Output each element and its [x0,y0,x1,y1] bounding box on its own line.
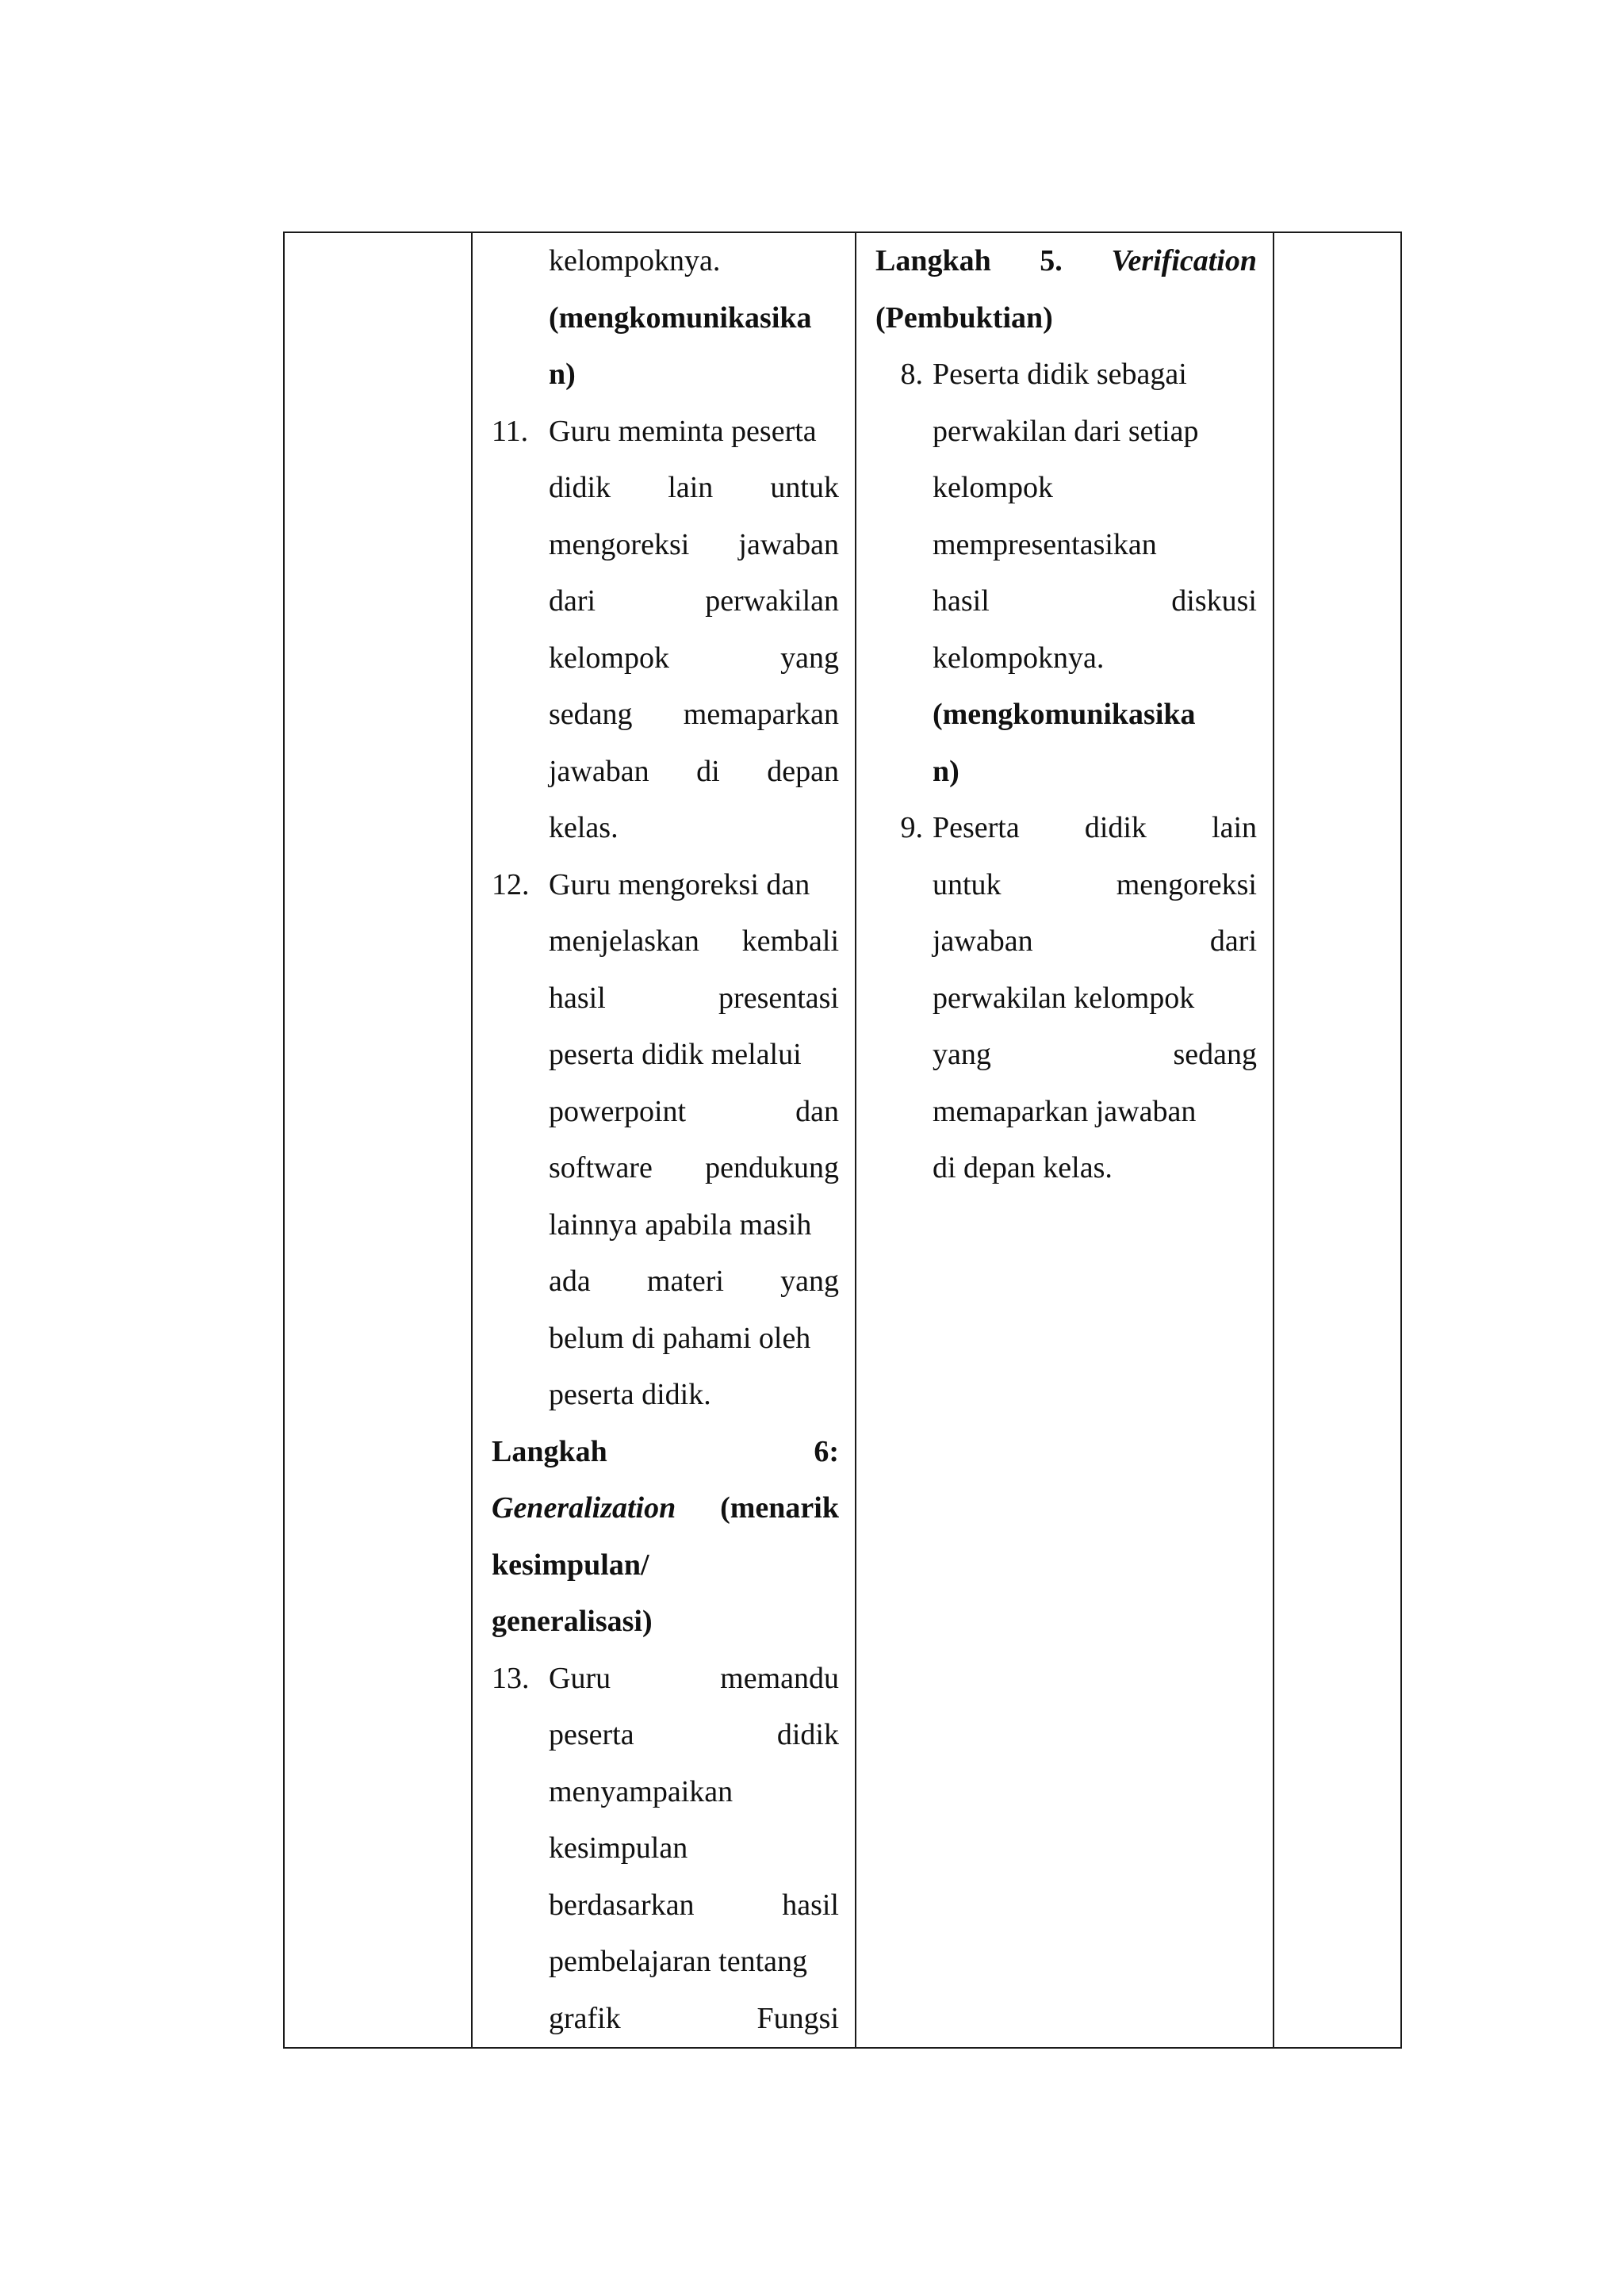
text-word: Peserta didik sebagai [933,358,1187,391]
text-word: didik [1084,811,1147,844]
text-word: kesimpulan [549,1831,688,1865]
list-item-12 [492,857,839,1424]
item-number: 8. [900,358,923,391]
text-word: memaparkan jawaban [933,1094,1197,1128]
text-line [933,517,1257,574]
text-word: ada [549,1265,591,1298]
text-line [549,913,839,970]
text-line [933,404,1257,461]
text-line [549,1367,839,1424]
item-number: 12. [492,867,530,901]
text-word: didik [549,471,611,504]
text-line [549,460,839,517]
text-line: (mengkomunikasika [933,698,1196,731]
text-line [549,970,839,1027]
text-word: 5. [1040,244,1063,277]
text-word: peserta [549,1718,634,1751]
text-word: grafik [549,2001,621,2035]
list-item-8 [875,346,1257,800]
text-word: Guru [549,1661,611,1695]
text-word: diskusi [1171,584,1257,618]
text-word: dari [549,584,596,618]
text-line [549,744,839,801]
item-number: 13. [492,1661,530,1695]
item-number: 11. [492,414,529,448]
text-word: Verification [1111,244,1257,277]
text-line [933,1084,1257,1141]
text-line [549,800,839,857]
text-word: jawaban [738,527,839,561]
text-line [933,970,1257,1027]
text-word: yang [780,1265,839,1298]
text-word: didik [776,1718,839,1751]
text-line [933,346,1257,404]
text-word: menyampaikan [549,1774,733,1808]
item-text [549,857,839,1424]
text-word: kelompok [549,641,669,675]
text-line [549,404,839,461]
text-word: lainnya apabila masih [549,1207,812,1242]
text-word: pendukung [705,1151,839,1184]
text-word: mengoreksi [549,527,690,561]
teacher-activity-cell [472,232,856,2048]
step-6-heading [492,1424,839,1481]
text-word: untuk [933,867,1002,901]
text-line [549,1651,839,1708]
text-line [933,1027,1257,1084]
text-word: berdasarkan [549,1888,695,1922]
step-6-subheading [492,1480,839,1537]
text-word: lain [668,471,714,504]
text-word: Guru meminta peserta [549,414,817,448]
text-line [549,1991,839,2048]
text-word: memandu [720,1661,839,1695]
text-line [933,913,1257,970]
text-line: kelompoknya. [549,244,721,277]
text-word: Langkah [875,244,991,277]
text-word: kelompoknya. [933,641,1105,675]
text-word: sedang [549,698,633,731]
text-word: peserta didik. [549,1378,711,1411]
text-word: jawaban [549,754,649,788]
text-line: n) [549,358,576,391]
text-line [549,857,839,914]
item-text [933,800,1257,1197]
text-word: di [696,754,720,788]
text-word: Guru mengoreksi dan [549,867,810,901]
text-line [933,630,1257,687]
item-number: 9. [900,811,923,844]
text-word: jawaban [933,924,1033,958]
text-word: dan [795,1094,839,1128]
text-word: yang [933,1038,991,1071]
text-line [549,1934,839,1991]
text-word: belum di pahami oleh [549,1321,811,1355]
text-word: hasil [549,981,606,1015]
text-word: perwakilan [705,584,839,618]
text-line [933,573,1257,630]
text-line [549,1084,839,1141]
text-line [933,857,1257,914]
text-word: materi [646,1265,724,1298]
text-word: Langkah [492,1434,607,1468]
text-line: (Pembuktian) [875,300,1053,335]
text-word: kembali [741,924,839,958]
text-line [549,1877,839,1934]
text-word: yang [780,641,839,675]
text-word: hasil [933,584,990,618]
list-item-13 [492,1651,839,2048]
text-word: peserta didik melalui [549,1038,802,1071]
text-word: Generalization [492,1491,676,1525]
text-word: (menarik [720,1491,839,1525]
text-line: (mengkomunikasika [549,300,812,335]
text-word: mengoreksi [1116,867,1257,901]
text-line [933,1140,1257,1197]
text-word: powerpoint [549,1094,687,1128]
text-word: hasil [782,1888,839,1922]
text-word: di depan kelas. [933,1151,1113,1184]
item-text [549,404,839,857]
item-text [549,1651,839,2048]
text-line [549,517,839,574]
empty-cell-right [1274,232,1401,2048]
text-line [549,1311,839,1368]
text-line: kesimpulan/ [492,1548,649,1582]
empty-cell-left [284,232,472,2048]
text-word: dari [1209,924,1257,958]
student-activity-content [856,233,1273,1197]
item-text [933,346,1257,800]
text-word: Peserta [933,811,1020,844]
text-word: depan [767,754,839,788]
student-activity-cell [856,232,1274,2048]
text-line [549,687,839,744]
list-item-9 [875,800,1257,1197]
text-word: pembelajaran tentang [549,1945,808,1978]
text-word: perwakilan kelompok [933,981,1195,1015]
text-word: kelas. [549,811,619,844]
text-line: generalisasi) [492,1605,653,1638]
text-line [549,1197,839,1254]
text-line [933,460,1257,517]
text-word: menjelaskan [549,924,699,958]
text-word: perwakilan dari setiap [933,414,1199,448]
step-5-heading [875,233,1257,290]
lesson-plan-table [283,232,1402,2049]
teacher-activity-content [473,233,855,2047]
text-line [549,1253,839,1311]
text-line [549,1764,839,1821]
text-line [549,1707,839,1764]
text-word: untuk [770,471,839,504]
text-word: sedang [1173,1038,1257,1071]
text-line [549,630,839,687]
text-line: n) [933,754,959,788]
text-line [933,800,1257,857]
text-word: presentasi [718,981,839,1015]
text-word: lain [1212,811,1257,844]
text-word: memaparkan [683,698,839,731]
text-word: 6: [814,1434,839,1468]
text-line [549,1027,839,1084]
table-row [284,232,1401,2048]
text-word: mempresentasikan [933,527,1157,561]
text-line [549,573,839,630]
text-line [549,1140,839,1197]
text-line [549,1820,839,1877]
text-word: kelompok [933,471,1053,504]
text-word: Fungsi [756,2001,839,2035]
text-word: software [549,1151,653,1184]
list-item-11 [492,404,839,857]
